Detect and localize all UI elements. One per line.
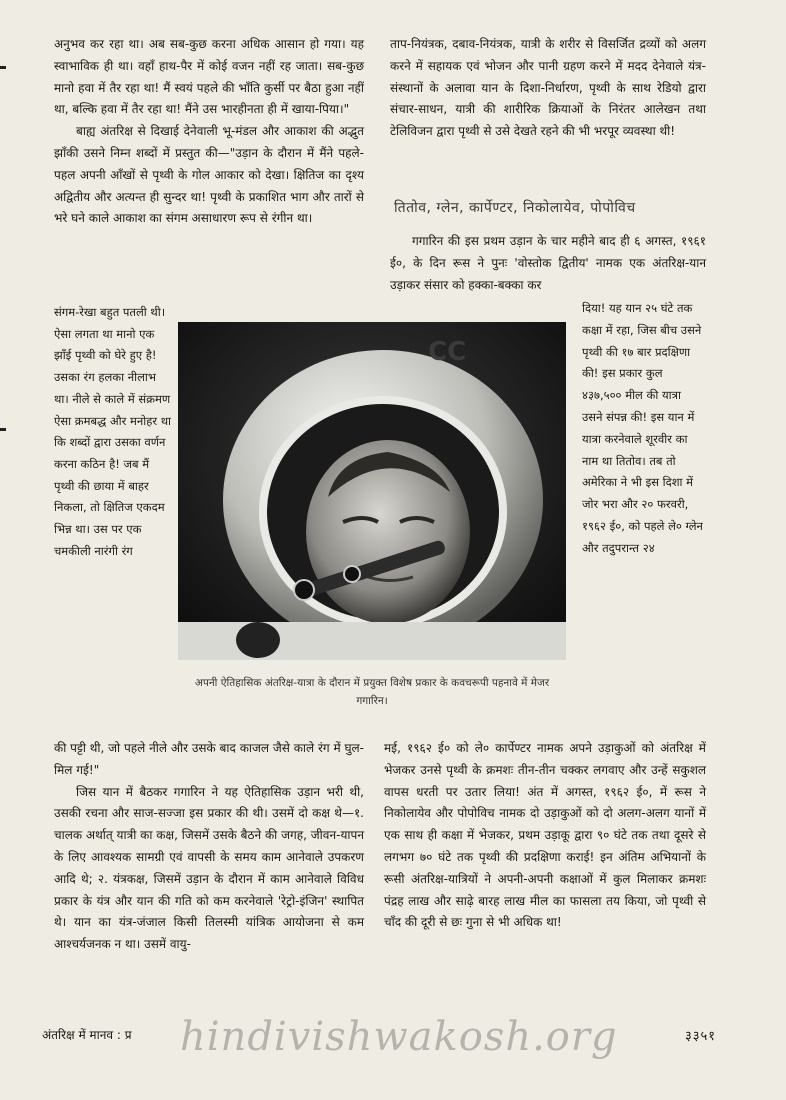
margin-mark — [0, 66, 6, 69]
margin-mark — [0, 428, 6, 431]
page-number: ३३५१ — [684, 1029, 716, 1044]
right-column-beside-photo — [582, 298, 704, 560]
gagarin-photo — [178, 322, 566, 660]
left-beside-photo-text: संगम-रेखा बहुत पतली थी। ऐसा लगता था मानो एक झाँई पृथ्वी को घेरे हुए है! उसका रंग हलका नीलाभ था। नीले से काले में संक्रमण ऐसा क्रमबद्ध और मनोहर था कि शब्दों द्वारा उसका वर्णन करना कठिन है! जब मैं पृथ्वी की छाया में बाहर निकला, तो क्षितिज एकदम भिन्न था। उस पर एक चमकीली नारंगी रंग — [54, 305, 172, 558]
helmet-lettering: СС — [428, 337, 467, 367]
section-heading: तितोव, ग्लेन, कार्पेण्टर, निकोलायेव, पोपोविच — [394, 200, 636, 216]
right-para-2: गगारिन की इस प्रथम उड़ान के चार महीने बाद ही ६ अगस्त, १९६१ ई०, के दिन रूस ने पुनः 'वोस्तोक द्वितीय' नामक एक अंतरिक्ष-यान उड़ाकर संसार को हक्का-बक्का कर — [390, 234, 706, 292]
right-beside-photo-text: दिया! यह यान २५ घंटे तक कक्षा में रहा, जिस बीच उसने पृथ्वी की १७ बार प्रदक्षिणा की! इस प्रकार कुल ४३७,५०० मील की यात्रा उसने संपन्न की! इस यान में यात्रा करनेवाले शूरवीर का नाम था तितोव। तब तो अमेरिका ने भी इस दिशा में जोर भरा और २० फरवरी, १९६२ ई०, को पहले ले० ग्लेन और तदुपरान्त २४ — [582, 301, 703, 555]
right-column-top — [390, 34, 706, 143]
left-column-beside-photo — [54, 302, 172, 562]
right-para-3: मई, १९६२ ई० को ले० कार्पेण्टर नामक अपने उड़ाकुओं को अंतरिक्ष में भेजकर उनसे पृथ्वी के क्रमशः तीन-तीन चक्कर लगवाए और उन्हें सकुशल वापस धरती पर उतार लिया! अंत में अगस्त, १९६२ ई०, में रूस ने निकोलायेव और पोपोविच नामक दो उड़ाकुओं को दो अलग-अलग यानों में एक साथ ही कक्षा में भेजकर, प्रथम उड़ाकू द्वारा ९० घंटे तक तथा दूसरे से लगभग ७० घंटे तक पृथ्वी की प्रदक्षिणा कराई! इन अंतिम अभियानों के रूसी अंतरिक्ष-यात्रियों ने अपनी-अपनी कक्षाओं में कुल मिलाकर क्रमशः पंद्रह लाख और साढ़े बारह लाख मील का फासला तय किया, जो पृथ्वी से चाँद की दूरी से छः गुना से भी अधिक था! — [384, 741, 706, 930]
left-para-4: जिस यान में बैठकर गगारिन ने यह ऐतिहासिक उड़ान भरी थी, उसकी रचना और साज-सज्जा इस प्रकार की थी। उसमें दो कक्ष थे—१. चालक अर्थात् यात्री का कक्ष, जिसमें उसके बैठने की जगह, जीवन-यापन के लिए आवश्यक सामग्री एवं वापसी के समय काम आनेवाले उपकरण आदि थे; २. यंत्रकक्ष, जिसमें उड़ान के दौरान में काम आनेवाले विविध प्रकार के यंत्र और यान की गति को कम करनेवाले 'रेट्रो-इंजिन' स्थापित थे। यान का यंत्र-जंजाल किसी तिलस्मी यांत्रिक आयोजना से कम आश्चर्यजनक न था। उसमें वायु- — [54, 784, 364, 952]
right-column-bottom — [384, 738, 706, 934]
left-para-3: की पट्टी थी, जो पहले नीले और उसके बाद काजल जैसे काले रंग में घुल-मिल गई!" — [54, 741, 365, 777]
left-column-top — [54, 34, 364, 230]
left-para-1: अनुभव कर रहा था। अब सब-कुछ करना अधिक आसान हो गया। यह स्वाभाविक ही था। वहाँ हाथ-पैर में कोई वजन नहीं रह जाता। सब-कुछ मानो हवा में तैर रहा था! मैं स्वयं पहले की भाँति कुर्सी पर बैठा हुआ नहीं था, बल्कि हवा में तैर रहा था! मैंने उस भारहीनता ही में खाया-पिया।" — [54, 37, 364, 117]
footer-running-title: अंतरिक्ष में मानव : प्र — [42, 1028, 132, 1042]
left-para-2: बाह्य अंतरिक्ष से दिखाई देनेवाली भू-मंडल और आकाश की अद्भुत झाँकी उसने निम्न शब्दों में प्रस्तुत की—"उड़ान के दौरान में मैंने पहले-पहल अपनी आँखों से पृथ्वी के गोल आकार को देखा। क्षितिज का दृश्य अद्वितीय और अत्यन्त ही सुन्दर था! पृथ्वी के प्रकाशित भाग और तारों से भरे घने काले आकाश का संगम असाधारण रूप से रंगीन था। — [54, 124, 364, 226]
cosmonaut-illustration — [178, 322, 566, 660]
right-column-after-heading — [390, 231, 706, 296]
right-para-1: ताप-नियंत्रक, दबाव-नियंत्रक, यात्री के शरीर से विसर्जित द्रव्यों को अलग करने में सहायक एवं भोजन और पानी ग्रहण करने में मदद देनेवाले यंत्र-संस्थानों के अलावा यान के दिशा-निर्धारण, पृथ्वी के साथ रेडियो द्वारा संचार-साधन, यात्री की शारीरिक क्रियाओं के निरंतर आलेखन तथा टेलिविजन द्वारा पृथ्वी से उसे देखते रहने की भी भरपूर व्यवस्था थी! — [390, 37, 706, 139]
left-column-bottom — [54, 738, 364, 956]
watermark: hindivishwakosh.org — [180, 1014, 618, 1060]
photo-caption: अपनी ऐतिहासिक अंतरिक्ष-यात्रा के दौरान में प्रयुक्त विशेष प्रकार के कवचरूपी पहनावे में मेजर गगारिन। — [194, 677, 550, 707]
